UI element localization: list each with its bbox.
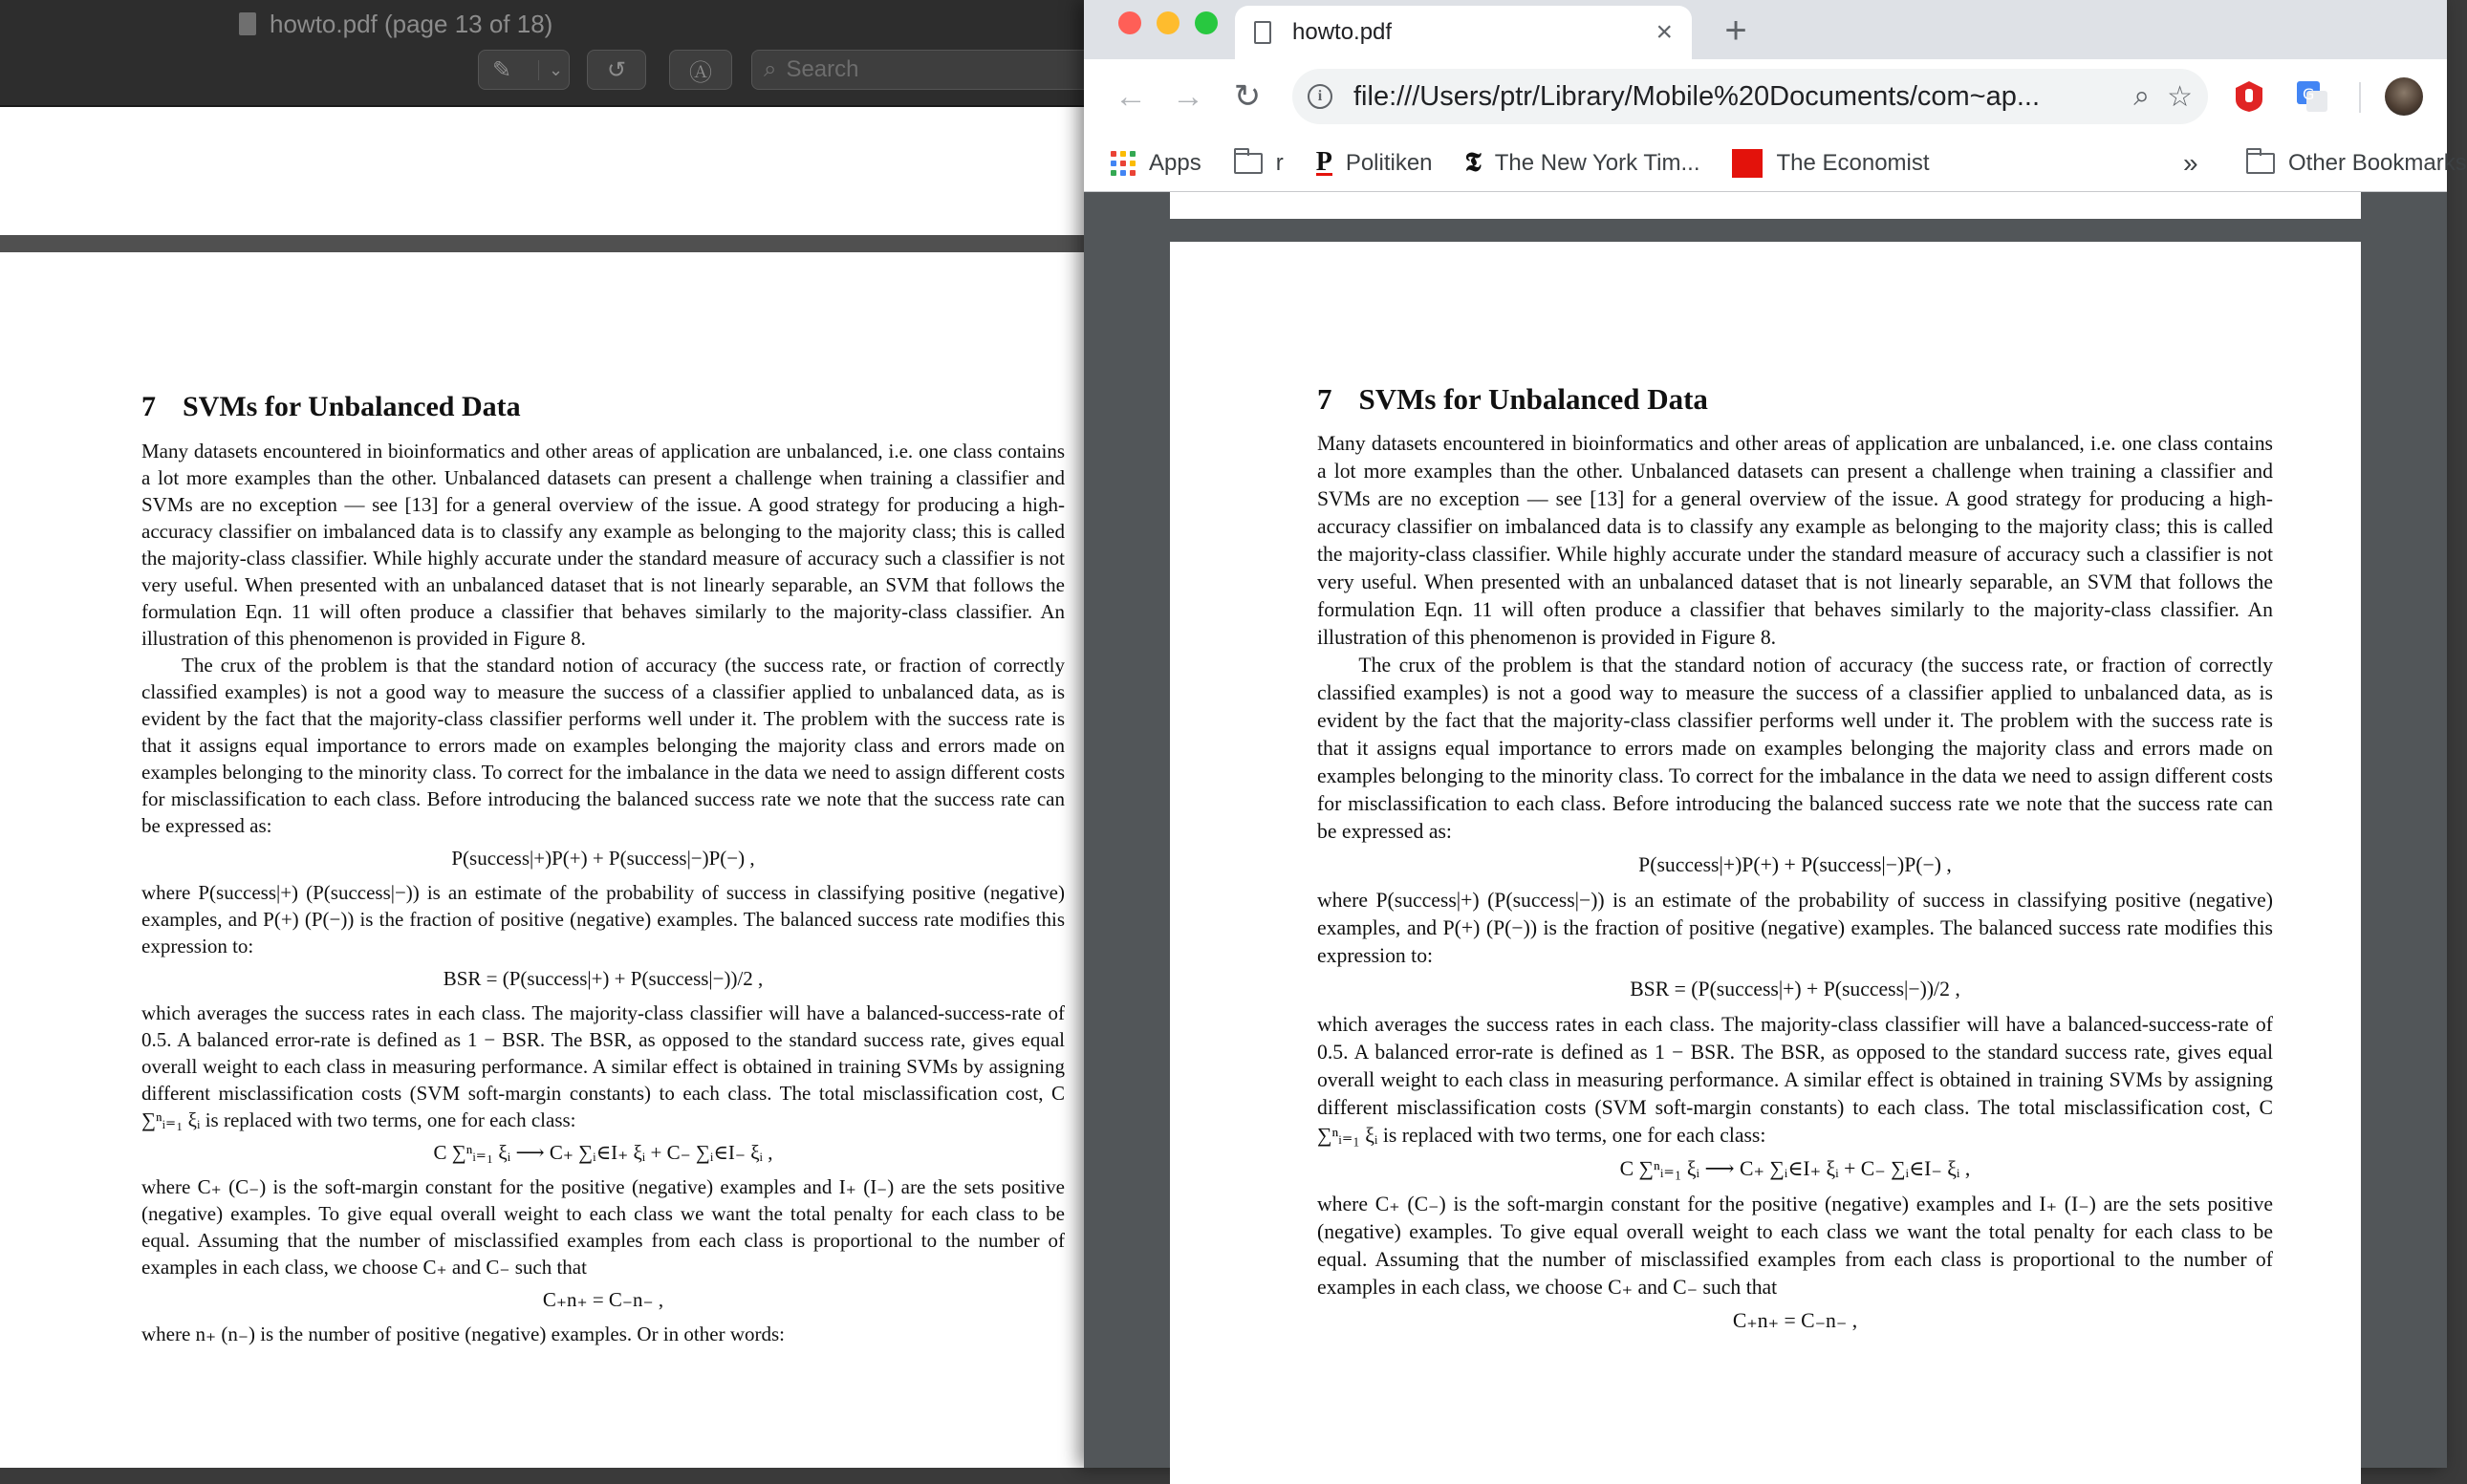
folder-icon [2246, 153, 2275, 174]
chrome-window [1084, 0, 2467, 1468]
reload-icon: ↻ [1233, 78, 1262, 115]
forward-button[interactable] [1166, 75, 1210, 118]
avatar [2385, 77, 2423, 116]
profile-button[interactable] [2382, 75, 2426, 118]
folder-icon [1234, 153, 1263, 174]
pdf-page [1170, 242, 2361, 1484]
section-heading [1317, 382, 2273, 416]
preview-search-input[interactable] [784, 55, 1055, 84]
preview-toolbar [0, 0, 1084, 107]
bookmarks-bar [1084, 136, 2467, 192]
chevron-down-icon[interactable]: ⌄ [538, 60, 563, 80]
adblock-icon [2234, 80, 2264, 113]
paragraph: Many datasets encountered in bioinformatics and other areas of application are unbalanced, i.e. one class contains a lot more examples than the other. Unbalanced datasets can present a challenge when training a classifier and SVMs are no exception — see [13] for a general overview of the issue. A good strategy for producing a high-accuracy classifier on imbalanced data is to classify any example as belonging to the majority class; this is called the majority-class classifier. While highly accurate under the standard measure of accuracy such a classifier is not very useful. When presented with an unbalanced dataset that is not linearly separable, an SVM that follows the formulation Eqn. 11 will often produce a classifier that behaves similarly to the majority-class classifier. An illustration of this phenomenon is provided in Figure 8. [1317, 432, 2273, 649]
info-icon[interactable]: i [1308, 84, 1332, 109]
bookmark-label: Apps [1149, 150, 1201, 176]
equation: C₊n₊ = C₋n₋ , [1732, 1309, 1858, 1332]
bookmark-label: The New York Tim... [1494, 150, 1700, 176]
toolbar [1084, 59, 2447, 136]
bookmark-folder-r[interactable] [1234, 150, 1284, 177]
close-icon[interactable]: × [1655, 16, 1673, 48]
section-title: SVMs for Unbalanced Data [183, 391, 521, 422]
paragraph: where P(success|+) (P(success|−)) is an estimate of the probability of success in classifying positive (negative) examples, and P(+) (P(−)) is the fraction of positive (negative) examples. The balanced success rate modifies this expression to: [141, 881, 1065, 957]
bookmark-nyt[interactable] [1465, 148, 1700, 179]
previous-page [1170, 192, 2361, 219]
paragraph: where n₊ (n₋) is the number of positive (negative) examples. Or in other words: [141, 1323, 785, 1345]
svg-text:G: G [2303, 85, 2315, 103]
tab-title: howto.pdf [1292, 19, 1393, 45]
arrow-left-icon: ← [1114, 77, 1147, 115]
tab-strip [1084, 0, 2447, 59]
equation: P(success|+)P(+) + P(success|−)P(−) , [451, 847, 755, 870]
equation: BSR = (P(success|+) + P(success|−))/2 , [443, 967, 764, 990]
paragraph: which averages the success rates in each class. The majority-class classifier will have a balanced-success-rate of 0.5. A balanced error-rate is defined as 1 − BSR. The BSR, as opposed to the standard success rate, gives equal overall weight to each class in measuring performance. A similar effect is obtained in training SVMs by assigning different misclassification costs (SVM soft-margin constants) to each class. The total misclassification cost, C ∑ⁿᵢ₌₁ ξᵢ is replaced with two terms, one for each class: [141, 1001, 1065, 1131]
bookmarks-overflow-button[interactable] [2183, 148, 2198, 179]
markup-circle-icon: Ⓐ [689, 59, 712, 86]
previous-page [0, 107, 1084, 235]
url-text[interactable]: file:///Users/ptr/Library/Mobile%20Documents/com~ap... [1353, 80, 2041, 112]
preview-window [0, 0, 1084, 1468]
section-number: 7 [141, 391, 156, 422]
pen-icon: ✎ [492, 56, 512, 83]
toolbar-divider [2359, 82, 2361, 113]
annotate-button[interactable] [669, 50, 732, 90]
section-heading [141, 391, 1065, 422]
paragraph: The crux of the problem is that the standard notion of accuracy (the success rate, or fraction of correctly classified examples) is not a good way to measure the success of a classifier applied to unbalanced data, as is evident by the fact that the majority-class classifier performs well under it. The problem with the success rate is that it assigns equal importance to errors made on examples belonging the majority class and errors made on examples belonging to the minority class. To correct for the imbalance in the data we need to assign different costs for misclassification to each class. Before introducing the balanced success rate we note that the success rate can be expressed as: [141, 654, 1065, 837]
document-icon [239, 12, 256, 35]
economist-icon [1732, 149, 1763, 178]
preview-search[interactable] [751, 50, 1095, 90]
other-bookmarks[interactable] [2246, 150, 2467, 177]
arrow-right-icon: → [1172, 77, 1204, 115]
equation: P(success|+)P(+) + P(success|−)P(−) , [1638, 853, 1952, 876]
equation: BSR = (P(success|+) + P(success|−))/2 , [1630, 978, 1960, 1000]
bookmark-economist[interactable] [1732, 149, 1929, 178]
pdf-content-left [141, 391, 1065, 1347]
chevron-double-right-icon: » [2183, 148, 2198, 178]
bookmark-label: Other Bookmarks [2288, 150, 2467, 176]
preview-window-title [239, 8, 552, 40]
preview-title-text: howto.pdf (page 13 of 18) [270, 9, 553, 38]
close-window-button[interactable] [1118, 11, 1141, 34]
nyt-icon: 𝕿 [1464, 148, 1482, 178]
document-icon [1254, 21, 1271, 44]
bookmark-politiken[interactable] [1315, 146, 1433, 177]
paragraph: where C₊ (C₋) is the soft-margin constant for the positive (negative) examples and I₊ (I₋) are the sets positive (negative) examples. To give equal overall weight to each class we want the total penalty for each class to be equal. Assuming that the number of misclassified examples from each class is proportional to the number of examples in each class, we choose C₊ and C₋ such that [1317, 1193, 2273, 1299]
search-icon: ⌕ [764, 56, 777, 82]
bookmark-label: Politiken [1345, 150, 1433, 176]
equation: C ∑ⁿᵢ₌₁ ξᵢ ⟶ C₊ ∑ᵢ∈I₊ ξᵢ + C₋ ∑ᵢ∈I₋ ξᵢ , [1619, 1157, 1971, 1180]
pdf-viewer[interactable] [1084, 192, 2447, 1468]
bookmark-label: The Economist [1776, 150, 1930, 176]
google-translate-icon [2295, 79, 2329, 114]
pdf-content-right [1317, 382, 2273, 1343]
zoom-window-button[interactable] [1195, 11, 1218, 34]
bookmark-apps[interactable] [1111, 150, 1201, 177]
section-title: SVMs for Unbalanced Data [1358, 382, 1708, 416]
tab-howto-pdf[interactable] [1235, 6, 1692, 59]
reload-button[interactable] [1225, 75, 1269, 118]
paragraph: where C₊ (C₋) is the soft-margin constant for the positive (negative) examples and I₊ (I₋) are the sets positive (negative) examples. To give equal overall weight to each class we want the total penalty for each class to be equal. Assuming that the number of misclassified examples from each class is proportional to the number of examples in each class, we choose C₊ and C₋ such that [141, 1175, 1065, 1279]
politiken-icon: P [1315, 146, 1332, 177]
address-bar[interactable] [1292, 69, 2208, 124]
paragraph: The crux of the problem is that the standard notion of accuracy (the success rate, or fraction of correctly classified examples) is not a good way to measure the success of a classifier applied to unbalanced data, as is evident by the fact that the majority-class classifier performs well under it. The problem with the success rate is that it assigns equal importance to errors made on examples belonging the majority class and errors made on examples belonging to the minority class. To correct for the imbalance in the data we need to assign different costs for misclassification to each class. Before introducing the balanced success rate we note that the success rate can be expressed as: [1317, 654, 2273, 843]
back-button[interactable] [1109, 75, 1153, 118]
paragraph: Many datasets encountered in bioinformatics and other areas of application are unbalanced, i.e. one class contains a lot more examples than the other. Unbalanced datasets can present a challenge when training a classifier and SVMs are no exception — see [13] for a general overview of the issue. A good strategy for producing a high-accuracy classifier on imbalanced data is to classify any example as belonging to the majority class; this is called the majority-class classifier. While highly accurate under the standard measure of accuracy such a classifier is not very useful. When presented with an unbalanced dataset that is not linearly separable, an SVM that follows the formulation Eqn. 11 will often produce a classifier that behaves similarly to the majority-class classifier. An illustration of this phenomenon is provided in Figure 8. [141, 440, 1065, 650]
paragraph: where P(success|+) (P(success|−)) is an estimate of the probability of success in classifying positive (negative) examples, and P(+) (P(−)) is the fraction of positive (negative) examples. The balanced success rate modifies this expression to: [1317, 889, 2273, 967]
equation: C ∑ⁿᵢ₌₁ ξᵢ ⟶ C₊ ∑ᵢ∈I₊ ξᵢ + C₋ ∑ᵢ∈I₋ ξᵢ , [433, 1141, 773, 1164]
section-number: 7 [1317, 382, 1332, 416]
bookmark-label: r [1275, 150, 1284, 176]
markup-button[interactable] [478, 50, 570, 90]
rotate-icon: ↺ [606, 56, 627, 83]
equation: C₊n₊ = C₋n₋ , [542, 1288, 664, 1311]
new-tab-button[interactable]: + [1724, 9, 1747, 52]
extension-button[interactable] [2227, 75, 2271, 118]
apps-grid-icon [1111, 151, 1136, 176]
translate-extension-button[interactable] [2290, 75, 2334, 118]
minimize-window-button[interactable] [1157, 11, 1179, 34]
rotate-button[interactable] [587, 50, 646, 90]
zoom-icon[interactable]: ⌕ [2133, 80, 2151, 112]
star-icon[interactable]: ☆ [2167, 80, 2193, 113]
paragraph: which averages the success rates in each class. The majority-class classifier will have a balanced-success-rate of 0.5. A balanced error-rate is defined as 1 − BSR. The BSR, as opposed to the standard success rate, gives equal overall weight to each class in measuring performance. A similar effect is obtained in training SVMs by assigning different misclassification costs (SVM soft-margin constants) to each class. The total misclassification cost, C ∑ⁿᵢ₌₁ ξᵢ is replaced with two terms, one for each class: [1317, 1013, 2273, 1147]
